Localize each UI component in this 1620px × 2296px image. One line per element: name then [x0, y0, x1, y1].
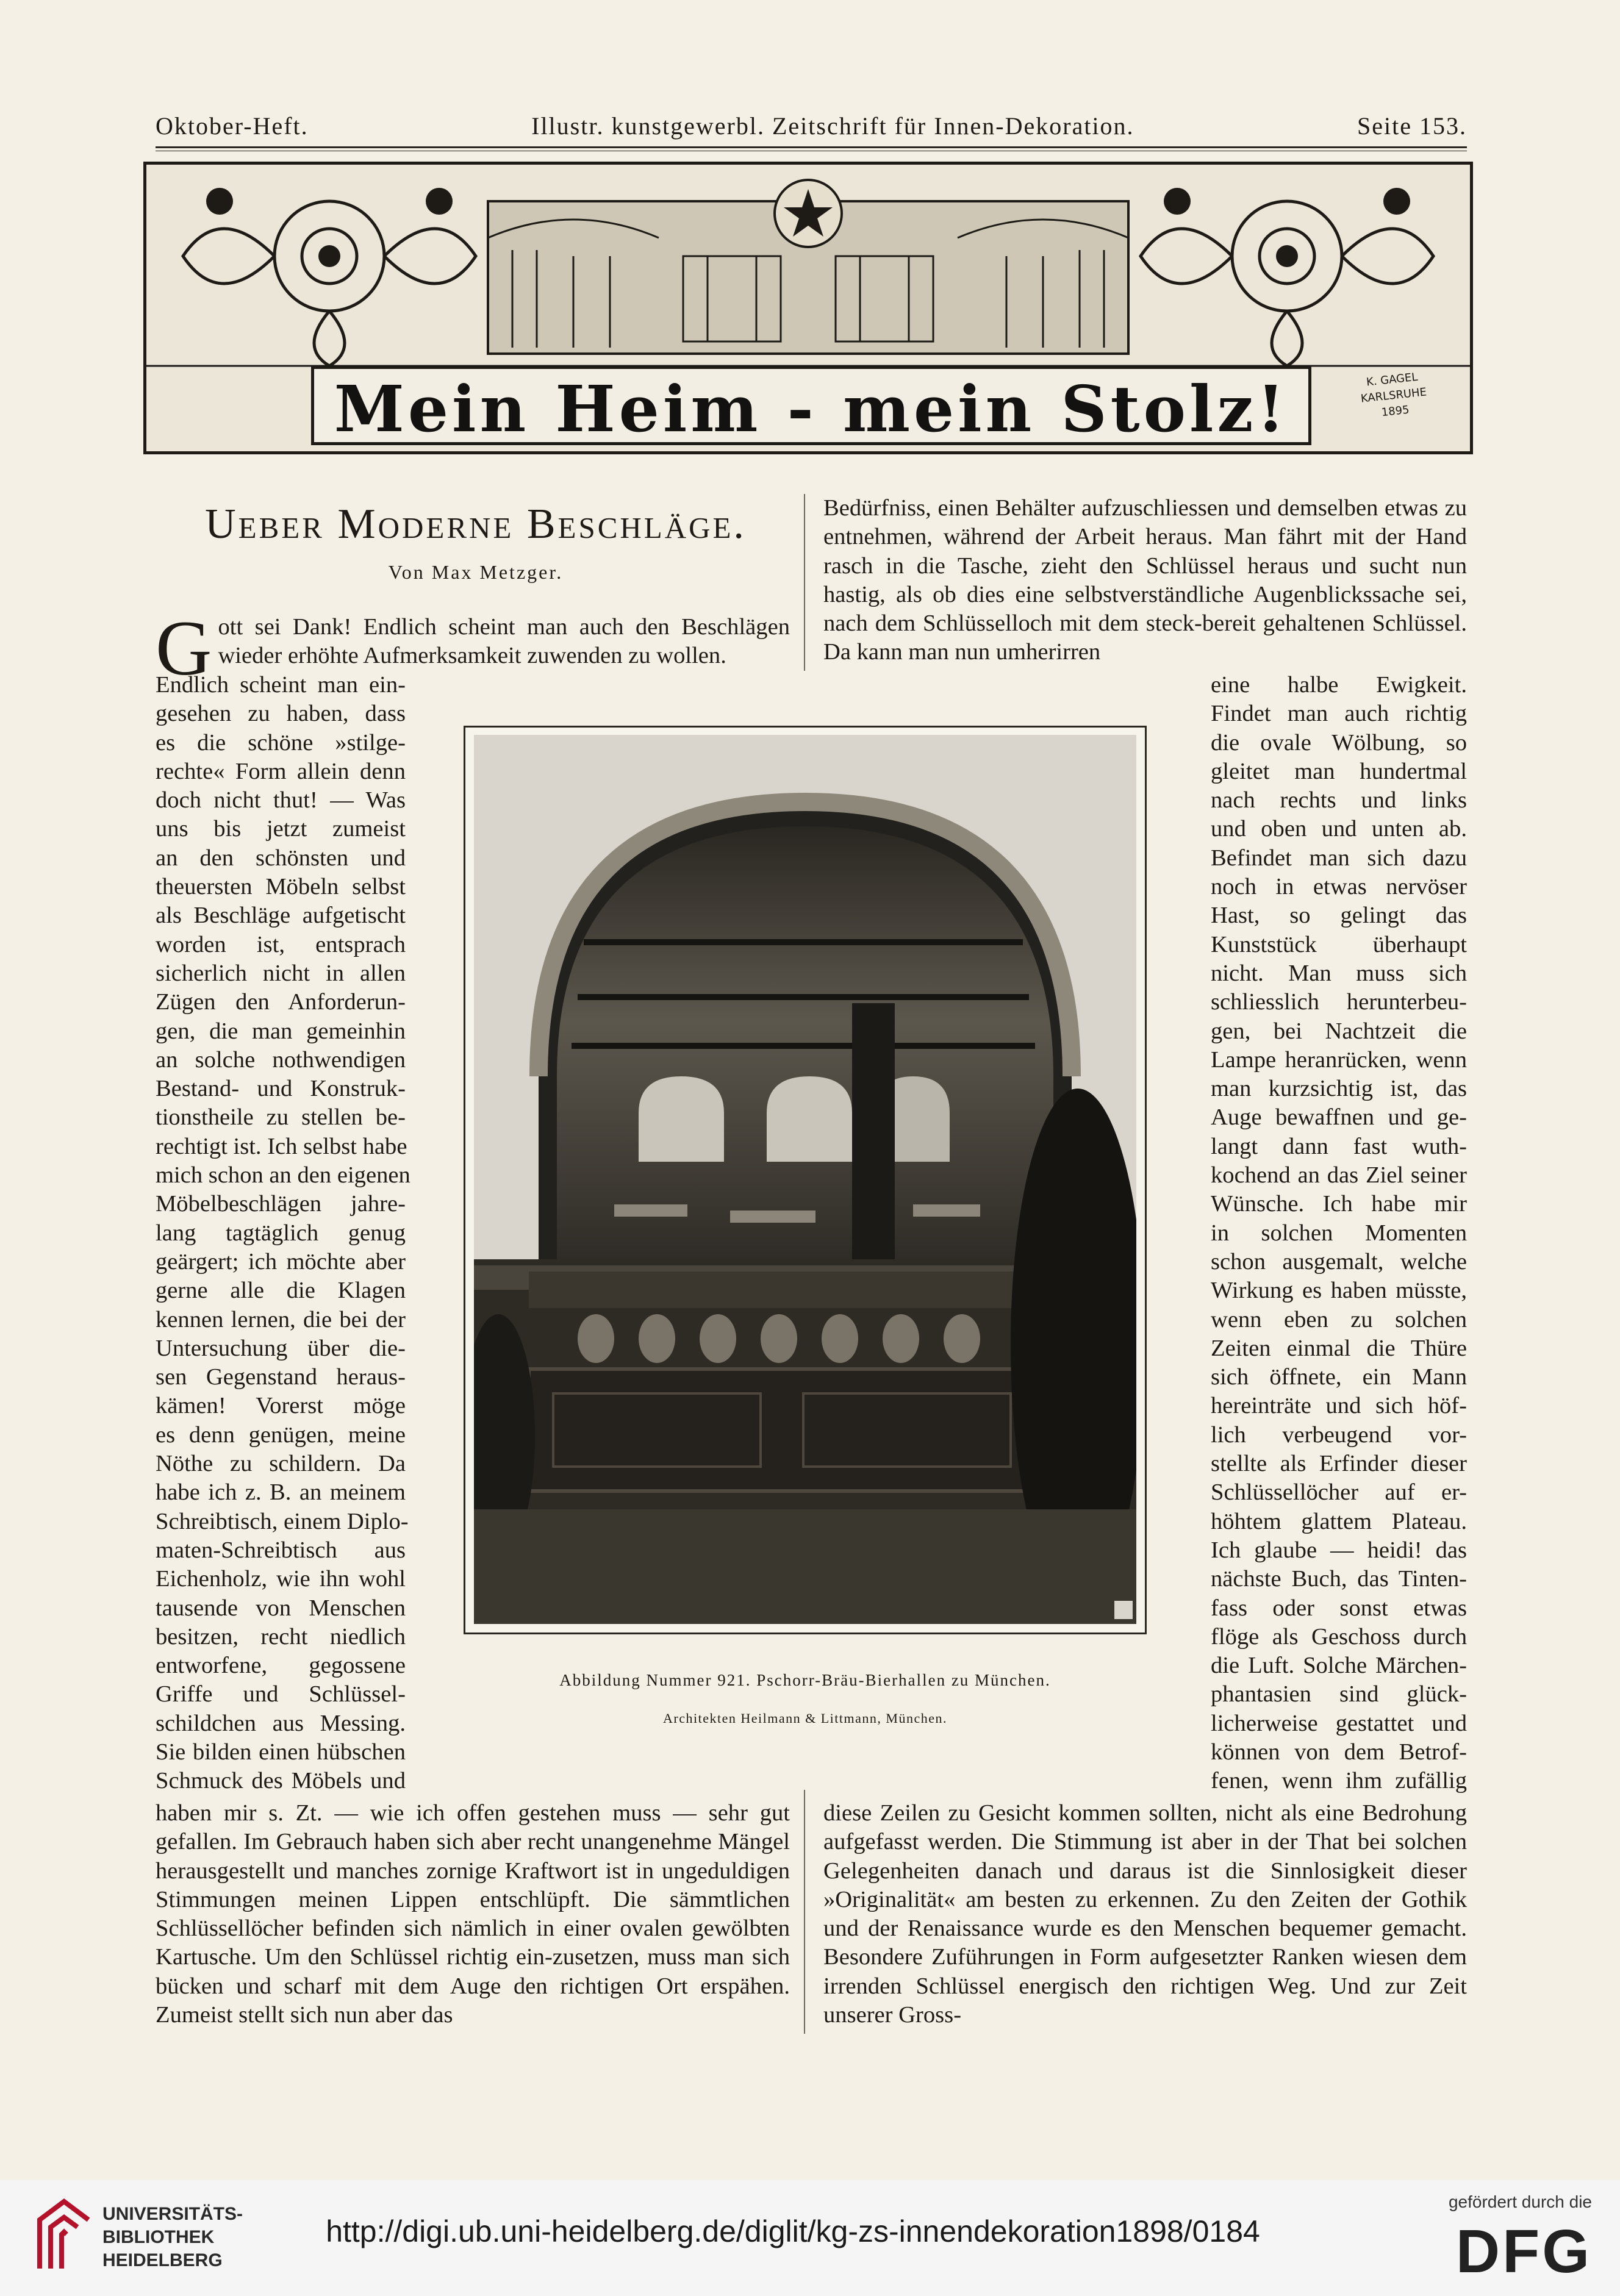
magazine-motto: Mein Heim - mein Stolz! [334, 371, 1289, 446]
text-line: in solchen Momenten [1211, 1220, 1467, 1246]
text-line: Zeiten einmal die Thüre [1211, 1335, 1467, 1361]
text-line: man kurzsichtig ist, das [1211, 1076, 1467, 1102]
text-line: uns bis jetzt zumeist [156, 816, 406, 842]
text-line: es die schöne »stilge- [156, 729, 406, 756]
text-line: Nöthe zu schildern. Da [156, 1451, 406, 1477]
figure-caption: Abbildung Nummer 921. Pschorr-Bräu-Bierhallen zu München. [559, 1671, 1051, 1689]
text-line: die Luft. Solche Märchen- [1211, 1653, 1467, 1679]
figure-credit: Architekten Heilmann & Littmann, München. [663, 1711, 947, 1726]
funding-note: gefördert durch die [1448, 2192, 1592, 2211]
text-line: Hast, so gelingt das [1211, 903, 1467, 929]
text-line: worden ist, entsprach [156, 931, 406, 957]
page-number: Seite 153. [1357, 112, 1467, 140]
text-line: noch in etwas nervöser [1211, 874, 1467, 900]
column-divider-bottom [804, 1790, 805, 2034]
text-line: phantasien sind glück- [1211, 1681, 1467, 1708]
text-line: es denn genügen, meine [156, 1422, 406, 1448]
photo-illustration [474, 735, 1136, 1624]
text-line: flöge als Geschoss durch [1211, 1623, 1467, 1650]
text-line: Schreibtisch, einem Diplo- [156, 1508, 409, 1534]
text-line: besitzen, recht niedlich [156, 1623, 406, 1650]
text-line: mich schon an den eigenen [156, 1162, 410, 1189]
text-line: gen, die man gemeinhin [156, 1018, 406, 1044]
right-column-text [1211, 671, 1467, 1796]
text-line: Schlüssellöcher auf er- [1211, 1479, 1467, 1506]
library-logo-icon [34, 2195, 95, 2275]
text-line: als Beschläge aufgetischt [156, 903, 406, 929]
text-line: sich öffnete, ein Mann [1211, 1364, 1467, 1390]
dfg-logo: DFG [1455, 2217, 1592, 2286]
column-divider-top [804, 494, 805, 671]
right-bottom-text: diese Zeilen zu Gesicht kommen sollten, nicht als eine Bedrohung aufgefasst werden. Die Stimmung ist aber in der That bei solchen Gelegenheiten danach und daraus ist die Sinnlosigkeit dieser »Originalität« am besten zu erkennen. Zu den Zeiten der Gothik und der Renaissance wurde es den Menschen bequemer gemacht. Besondere Zuführungen in Form aufgesetzter Ranken wiesen dem irrenden Schlüssel energisch den richtigen Weg. Und zur Zeit unserer Gross- [823, 1800, 1467, 2028]
text-line: schildchen aus Messing. [156, 1710, 406, 1736]
text-line: habe ich z. B. an meinem [156, 1479, 406, 1506]
text-line: gleitet man hundertmal [1211, 758, 1467, 784]
banner-ribbon [311, 366, 1311, 445]
journal-title: Illustr. kunstgewerbl. Zeitschrift für Innen-Dekoration. [531, 112, 1134, 140]
text-line: hereinträte und sich höf- [1211, 1393, 1467, 1419]
drop-cap: G [156, 605, 212, 692]
text-line: lich verbeugend vor- [1211, 1422, 1467, 1448]
decorative-banner [143, 162, 1473, 454]
text-line: nach rechts und links [1211, 787, 1467, 814]
source-url-link[interactable]: http://digi.ub.uni-heidelberg.de/diglit/kg-zs-innendekoration1898/0184 [326, 2214, 1260, 2248]
issue-label: Oktober-Heft. [156, 112, 309, 140]
text-line: nächste Buch, das Tinten- [1211, 1566, 1467, 1592]
text-line: eine halbe Ewigkeit. [1211, 672, 1467, 698]
text-line: sen Gegenstand heraus- [156, 1364, 406, 1390]
text-line: theuersten Möbeln selbst [156, 874, 406, 900]
text-line: entworfene, gegossene [156, 1653, 406, 1679]
text-line: rechte« Form allein denn [156, 758, 406, 784]
text-line: Wirkung es haben müsste, [1211, 1278, 1467, 1304]
header-rule [156, 146, 1467, 148]
text-line: und oben und unten ab. [1211, 816, 1467, 842]
text-line: fenen, wenn ihm zufällig [1211, 1768, 1467, 1794]
left-column-text [156, 671, 410, 1796]
right-top-text: Bedürfniss, einen Behälter aufzuschliessen und demselben etwas zu entnehmen, während der Arbeit heraus. Man fährt mit der Hand rasch in die Tasche, zieht den Schlüssel heraus und sucht nun hastig, als ob dies eine selbstverständliche Augenblickssache sei, nach dem Schlüsselloch mit dem steck-bereit gehaltenen Schlüssel. Da kann man nun umherirren [823, 495, 1467, 665]
text-line: maten-Schreibtisch aus [156, 1537, 406, 1563]
text-line: Schmuck des Möbels und [156, 1768, 406, 1794]
text-line: doch nicht thut! — Was [156, 787, 406, 814]
text-line: tausende von Menschen [156, 1595, 406, 1621]
text-line: wenn eben zu solchen [1211, 1306, 1467, 1332]
text-line: lang tagtäglich genug [156, 1220, 406, 1246]
text-line: gen, bei Nachtzeit die [1211, 1018, 1467, 1044]
artist-signature: K. GAGEL KARLSRUHE 1895 [1360, 370, 1427, 420]
text-line: Möbelbeschlägen jahre- [156, 1191, 406, 1217]
text-line: schon ausgemalt, welche [1211, 1248, 1467, 1275]
text-line: gesehen zu haben, dass [156, 701, 406, 727]
text-line: gerne alle die Klagen [156, 1278, 406, 1304]
text-line: Wünsche. Ich habe mir [1211, 1191, 1467, 1217]
text-line: die ovale Wölbung, so [1211, 729, 1467, 756]
text-line: Untersuchung über die- [156, 1335, 406, 1361]
text-line: können von dem Betrof- [1211, 1739, 1467, 1765]
article-byline: Von Max Metzger. [388, 561, 564, 583]
text-line: kämen! Vorerst möge [156, 1393, 406, 1419]
running-head [156, 107, 1467, 144]
text-line: an den schönsten und [156, 845, 406, 871]
intro-text: ott sei Dank! Endlich scheint man auch den Beschlägen wieder erhöhte Aufmerksamkeit zuwenden zu wollen. [218, 614, 790, 669]
text-line: Sie bilden einen hübschen [156, 1739, 406, 1765]
text-line: Findet man auch richtig [1211, 701, 1467, 727]
text-line: Zügen den Anforderun- [156, 989, 406, 1015]
text-line: Ich glaube — heidi! das [1211, 1537, 1467, 1563]
article-title: Ueber Moderne Beschläge. [205, 501, 747, 548]
text-line: rechtigt ist. Ich selbst habe [156, 1133, 407, 1159]
left-bottom-text: haben mir s. Zt. — wie ich offen gestehen muss — sehr gut gefallen. Im Gebrauch haben sich aber recht unangenehme Mängel herausgestellt und manches zornige Kraftwort ist in ungeduldigen Stimmungen meinen Lippen entschlüpft. Die sämmtlichen Schlüssellöcher befinden sich nämlich in einer ovalen gewölbten Kartusche. Um den Schlüssel richtig ein-zusetzen, muss man sich bücken und scharf mit dem Auge den richtigen Ort erspähen. Zumeist stellt sich nun aber das [156, 1800, 790, 2028]
text-line: licherweise gestattet und [1211, 1710, 1467, 1736]
text-line: fass oder sonst etwas [1211, 1595, 1467, 1621]
text-line: Befindet man sich dazu [1211, 845, 1467, 871]
text-line: tionstheile zu stellen be- [156, 1104, 406, 1131]
text-line: sicherlich nicht in allen [156, 960, 406, 986]
text-line: Griffe und Schlüssel- [156, 1681, 406, 1708]
text-line: nicht. Man muss sich [1211, 960, 1467, 986]
text-line: Endlich scheint man ein- [156, 672, 406, 698]
text-line: Lampe heranrücken, wenn [1211, 1046, 1467, 1073]
text-line: kochend an das Ziel seiner [1211, 1162, 1467, 1189]
text-line: stellte als Erfinder dieser [1211, 1451, 1467, 1477]
text-line: an solche nothwendigen [156, 1046, 406, 1073]
text-line: kennen lernen, die bei der [156, 1306, 406, 1332]
text-line: geärgert; ich möchte aber [156, 1248, 406, 1275]
library-name: UNIVERSITÄTS- BIBLIOTHEK HEIDELBERG [102, 2204, 243, 2270]
text-line: Bestand- und Konstruk- [156, 1076, 406, 1102]
text-line: Auge bewaffnen und ge- [1211, 1104, 1467, 1131]
text-line: Kunststück überhaupt [1211, 931, 1467, 957]
text-line: Eichenholz, wie ihn wohl [156, 1566, 406, 1592]
text-line: höhtem glattem Plateau. [1211, 1508, 1467, 1534]
text-line: schliesslich herunterbeu- [1211, 989, 1467, 1015]
text-line: langt dann fast wuth- [1211, 1133, 1467, 1159]
beer-hall-photograph [474, 735, 1136, 1624]
